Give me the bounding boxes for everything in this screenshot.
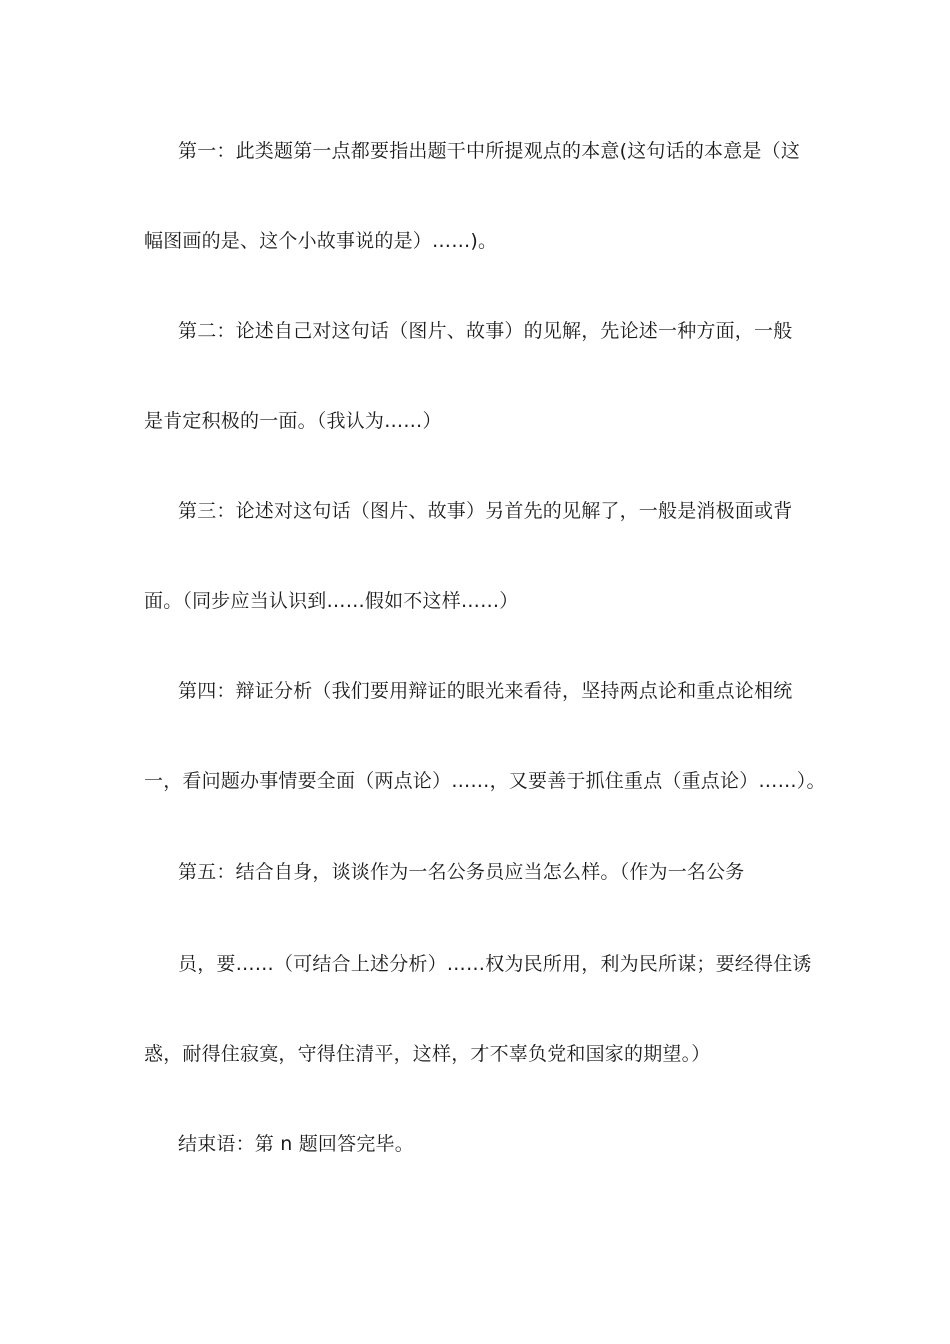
- paragraph-2-line-2: 是肯定积极的一面。（我认为……）: [144, 410, 442, 432]
- paragraph-1-line-1: 第一：此类题第一点都要指出题干中所提观点的本意(这句话的本意是（这: [178, 140, 801, 162]
- paragraph-3-line-2: 面。（同步应当认识到……假如不这样……）: [144, 590, 519, 612]
- closing-line: 结束语：第 n 题回答完毕。: [178, 1133, 414, 1155]
- paragraph-4-line-2: 一，看问题办事情要全面（两点论）……，又要善于抓住重点（重点论）……）。: [144, 770, 826, 792]
- paragraph-4-line-1: 第四：辩证分析（我们要用辩证的眼光来看待，坚持两点论和重点论相统: [178, 680, 793, 702]
- paragraph-3-line-1: 第三：论述对这句话（图片、故事）另首先的见解了，一般是消极面或背: [178, 500, 793, 522]
- paragraph-2-line-1: 第二：论述自己对这句话（图片、故事）的见解，先论述一种方面，一般: [178, 320, 793, 342]
- paragraph-5-line-2: 员，要……（可结合上述分析）……权为民所用，利为民所谋；要经得住诱: [178, 953, 812, 975]
- paragraph-5-line-3: 惑，耐得住寂寞，守得住清平，这样，才不辜负党和国家的期望。）: [144, 1043, 711, 1065]
- paragraph-5-line-1: 第五：结合自身，谈谈作为一名公务员应当怎么样。（作为一名公务: [178, 861, 745, 883]
- paragraph-1-line-2: 幅图画的是、这个小故事说的是）……)。: [144, 230, 498, 252]
